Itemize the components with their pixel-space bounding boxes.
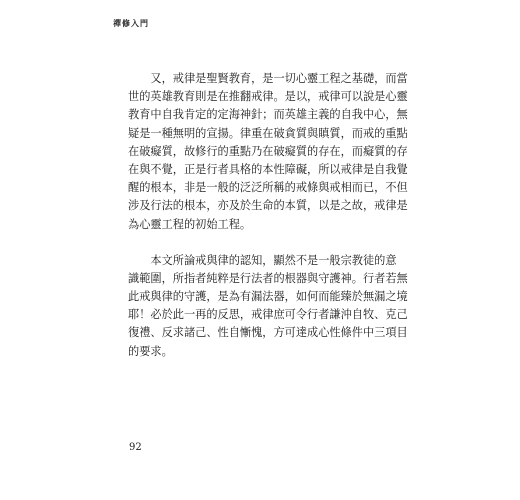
text-line: 在破癡質，故修行的重點乃在破癡質的存在，而癡質的存 bbox=[128, 144, 408, 158]
text-line: 的要求。 bbox=[128, 344, 173, 358]
text-line: 此戒與律的守護，是為有漏法器，如何而能臻於無漏之境 bbox=[128, 290, 408, 304]
text-line: 又，戒律是聖賢教育，是一切心靈工程之基礎，而當 bbox=[128, 72, 408, 85]
running-header-title: 禪修入門 bbox=[113, 18, 149, 28]
text-line: 教育中自我肯定的定海神針；而英雄主義的自我中心，無 bbox=[128, 108, 408, 122]
text-line: 本文所論戒與律的認知，顯然不是一般宗教徒的意 bbox=[128, 253, 397, 267]
text-line: 世的英雄教育則是在推翻戒律。是以，戒律可以說是心靈 bbox=[128, 90, 408, 104]
text-line: 復禮、反求諸己、性自慚愧，方可達成心性條件中三項目 bbox=[128, 326, 408, 340]
body-text bbox=[128, 70, 410, 361]
text-line: 疑是一種無明的宣揚。律重在破貪質與瞋質，而戒的重點 bbox=[128, 126, 408, 140]
text-line: 為心靈工程的初始工程。 bbox=[128, 217, 252, 231]
text-line: 識範圍，所指者純粹是行法者的根器與守護神。行者若無 bbox=[128, 271, 408, 285]
text-line: 耶！必於此一再的反思，戒律庶可令行者謙沖自牧、克己 bbox=[128, 308, 408, 322]
paragraph-2 bbox=[128, 252, 410, 361]
text-line: 涉及行法的根本，亦及於生命的本質，以是之故，戒律是 bbox=[128, 199, 408, 213]
text-line: 醒的根本，非是一般的泛泛所稱的戒條與戒相而已，不但 bbox=[128, 181, 408, 195]
text-line: 在與不覺，正是行者具格的本性障礙，所以戒律是自我覺 bbox=[128, 162, 408, 176]
page-number: 92 bbox=[129, 442, 142, 453]
paragraph-gap bbox=[128, 234, 410, 252]
paragraph-1 bbox=[128, 70, 410, 234]
